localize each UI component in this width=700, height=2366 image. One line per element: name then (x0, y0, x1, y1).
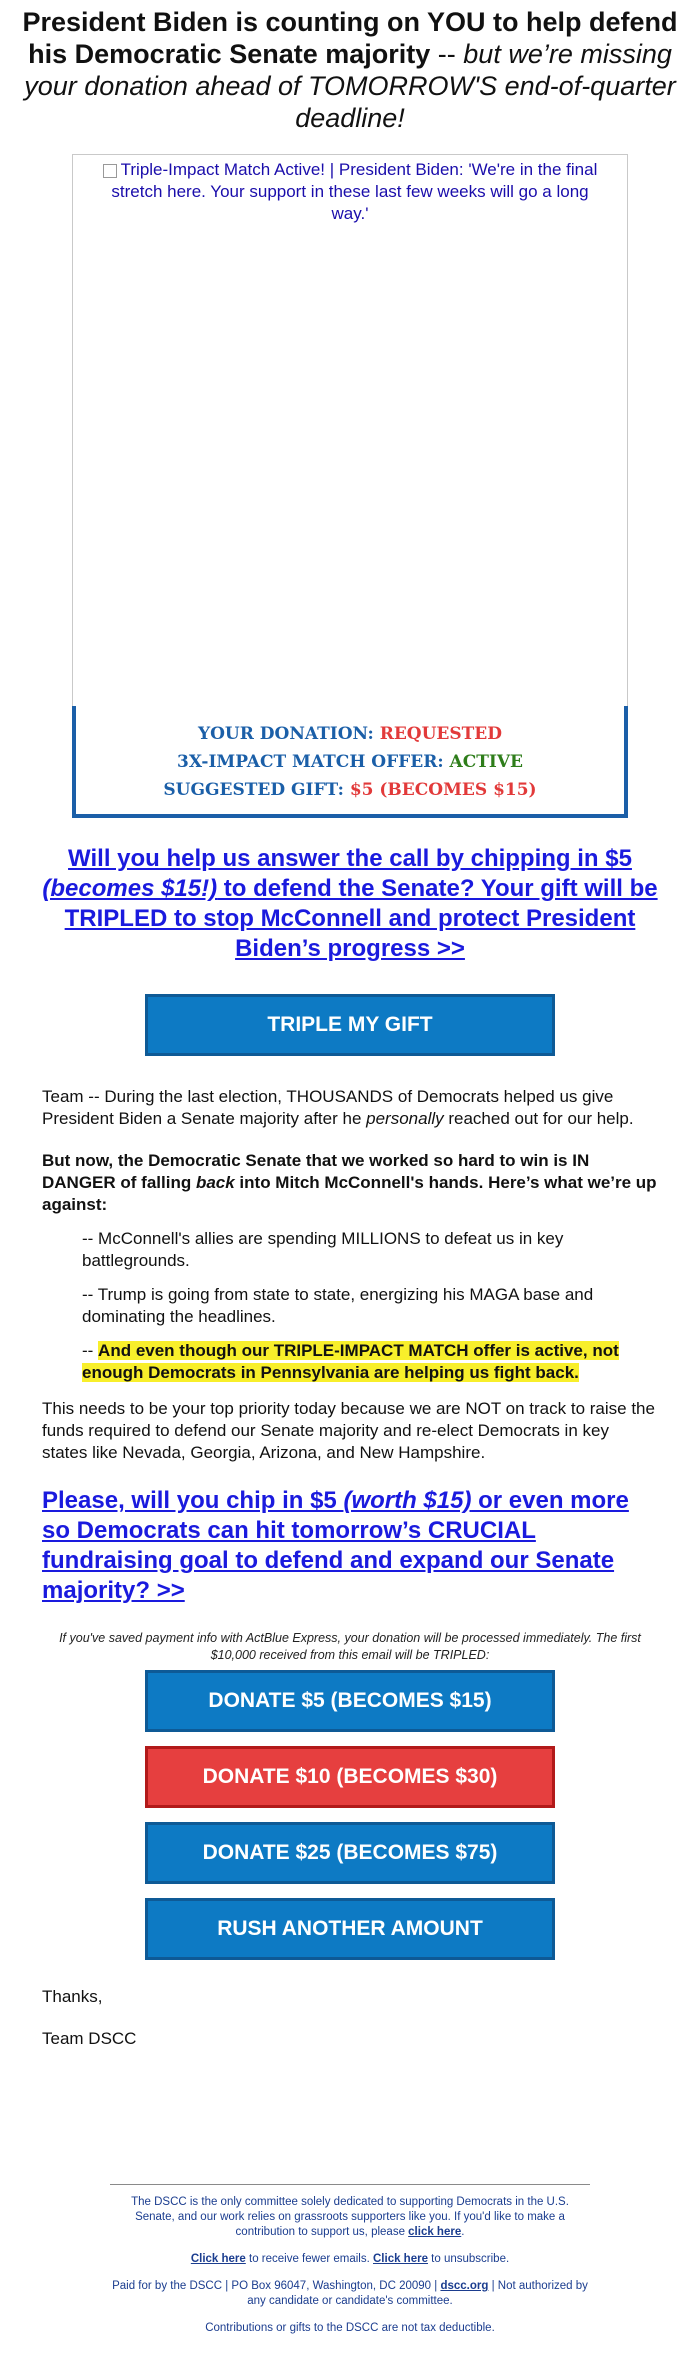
signoff (10, 1986, 690, 2050)
status-row-gift (76, 776, 624, 804)
footer (110, 2184, 590, 2336)
ask1-italic: (becomes $15!) (42, 875, 218, 902)
footer-about (110, 2195, 590, 2240)
ask2-text-1: Please, will you chip in $5 (42, 1487, 344, 1514)
paid-for-text-b: | Not authorized by any candidate or candidate's committee. (247, 2280, 588, 2307)
donate-button-group (10, 1670, 690, 1960)
broken-image-icon (103, 164, 117, 178)
email-body (10, 1086, 690, 1464)
email-container (10, 6, 690, 2336)
ask2-text-2: or even more so Democrats can hit tomorrow’s CRUCIAL fundraising goal to defend and expand our Senate majority? >> (42, 1487, 629, 1604)
footer-email-prefs (110, 2252, 590, 2267)
match-value: ACTIVE (449, 752, 524, 772)
paid-for-text-a: Paid for by the DSCC | PO Box 96047, Washington, DC 20090 | (112, 2280, 441, 2292)
p2-text-a: But now, the Democratic Senate that we worked so hard to win is IN DANGER of falling (42, 1151, 590, 1192)
headline-dash: -- (430, 39, 464, 69)
ask-link-chip-in-2[interactable] (42, 1486, 658, 1606)
p2-text-b: into Mitch McConnell's hands. Here’s what we’re up against: (42, 1173, 657, 1214)
footer-contribute-link[interactable]: click here (408, 2226, 462, 2238)
paragraph-danger (42, 1150, 658, 1216)
p2-italic: back (195, 1173, 235, 1192)
threat-list (42, 1228, 658, 1384)
dscc-site-link[interactable]: dscc.org (440, 2280, 489, 2292)
highlighted-text: And even though our TRIPLE-IMPACT MATCH offer is active, not enough Democrats in Pennsylvania are helping us fight back. (82, 1341, 619, 1382)
headline-bold: President Biden is counting on YOU to help defend his Democratic Senate majority (22, 7, 678, 69)
hero-image-alt-text: Triple-Impact Match Active! | President Biden: 'We're in the final stretch here. Your support in these last few weeks will go a long way.' (111, 160, 598, 223)
gift-value: $5 (BECOMES $15) (349, 780, 537, 800)
donation-label: YOUR DONATION: (197, 724, 374, 744)
status-row-donation (76, 720, 624, 748)
match-label: 3X-IMPACT MATCH OFFER: (176, 752, 444, 772)
ask-link-chip-in[interactable] (40, 844, 660, 964)
status-row-match (76, 748, 624, 776)
threat-item-allies: -- McConnell's allies are spending MILLIONS to defeat us in key battlegrounds. (82, 1229, 564, 1270)
p1-text-a: Team -- During the last election, THOUSANDS of Democrats helped us give President Biden a Senate majority after he (42, 1087, 614, 1128)
triple-my-gift-button[interactable]: TRIPLE MY GIFT (145, 994, 555, 1056)
signoff-thanks: Thanks, (42, 1987, 103, 2006)
donate-10-button[interactable]: DONATE $10 (BECOMES $30) (145, 1746, 555, 1808)
threat-item-match (82, 1340, 624, 1384)
donate-25-button[interactable]: DONATE $25 (BECOMES $75) (145, 1822, 555, 1884)
ask1-text-2: to defend the Senate? Your gift will be TRIPLED to stop McConnell and protect President Biden’s progress >> (64, 875, 658, 962)
footer-about-text: The DSCC is the only committee solely dedicated to supporting Democrats in the U.S. Senate, and our work relies on grassroots supporters like you. If you'd like to make a contribution to support us, please (131, 2196, 569, 2238)
p1-italic: personally (366, 1109, 444, 1128)
signoff-team: Team DSCC (42, 2029, 137, 2048)
footer-tax-note: Contributions or gifts to the DSCC are not tax deductible. (205, 2322, 495, 2334)
headline-italic: but we’re missing your donation ahead of TOMORROW'S end-of-quarter deadline! (24, 39, 676, 133)
bullet3-prefix: -- (82, 1341, 99, 1360)
unsubscribe-text: to unsubscribe. (427, 2253, 510, 2265)
headline (10, 6, 690, 134)
paragraph-priority: This needs to be your top priority today because we are NOT on track to raise the funds required to defend our Senate majority and re-elect Democrats in key states like Nevada, Georgia, Arizona, and New Hampshire. (42, 1399, 655, 1462)
unsubscribe-link[interactable]: Click here (373, 2253, 428, 2265)
donation-status-box (72, 706, 628, 818)
ask1-text-1: Will you help us answer the call by chipping in $5 (68, 845, 632, 872)
p1-text-b: reached out for our help. (443, 1109, 634, 1128)
fewer-emails-text: to receive fewer emails. (245, 2253, 373, 2265)
threat-item-trump: -- Trump is going from state to state, energizing his MAGA base and dominating the headlines. (82, 1285, 594, 1326)
footer-paid-for (110, 2279, 590, 2309)
paragraph-intro (42, 1086, 658, 1130)
donate-5-button[interactable]: DONATE $5 (BECOMES $15) (145, 1670, 555, 1732)
gift-label: SUGGESTED GIFT: (163, 780, 344, 800)
donation-value: REQUESTED (379, 724, 503, 744)
actblue-note: If you've saved payment info with ActBlue Express, your donation will be processed immediately. The first $10,000 received from this email will be TRIPLED: (59, 1631, 641, 1662)
footer-about-end: . (461, 2226, 465, 2238)
hero-image-placeholder[interactable] (72, 154, 628, 706)
ask2-italic: (worth $15) (343, 1487, 472, 1514)
fewer-emails-link[interactable]: Click here (190, 2253, 246, 2265)
rush-another-amount-button[interactable]: RUSH ANOTHER AMOUNT (145, 1898, 555, 1960)
